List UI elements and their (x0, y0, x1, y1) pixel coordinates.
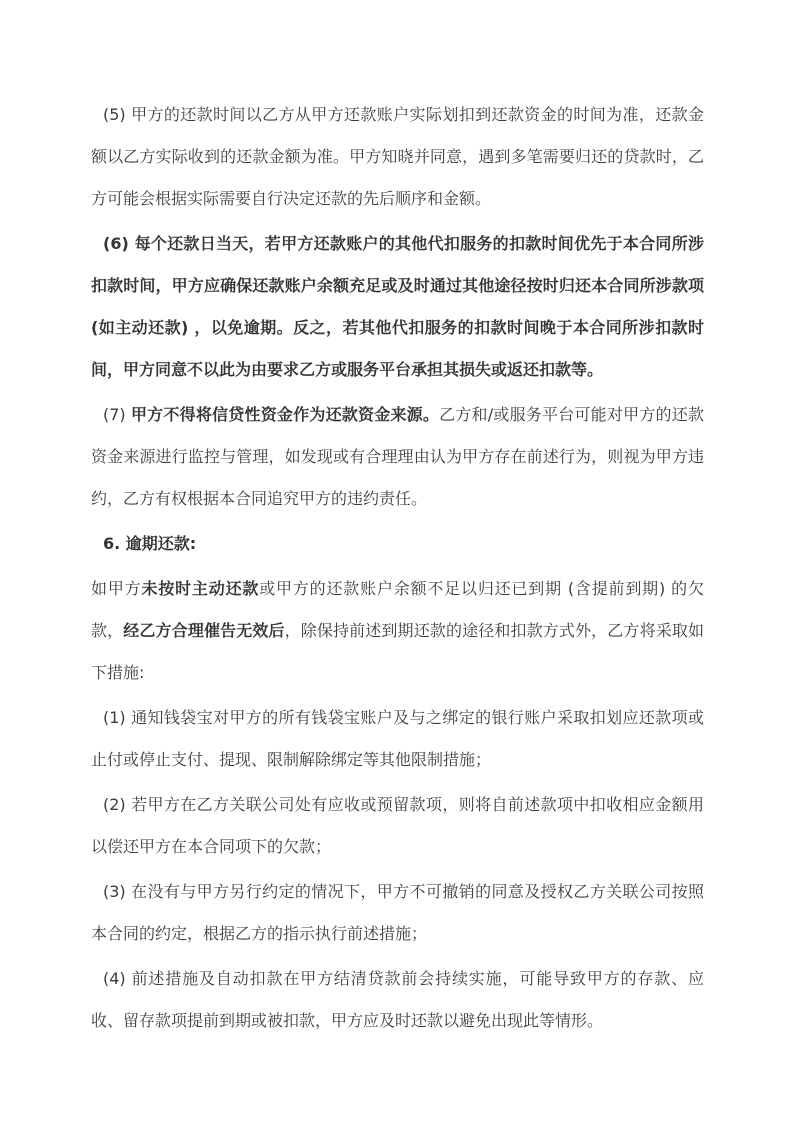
text-segment: 乙方和/或服务平台可能对甲方的还款资金来源进行监控与管理，如发现或有合理理由认为甲方存在前述行为，则视为甲方违约，乙方有权根据本合同追究甲方的违约责任。 (91, 405, 704, 508)
text-segment: (7) (103, 405, 131, 424)
clause-7-credit-funds (91, 394, 704, 520)
text-segment: (1) 通知钱袋宝对甲方的所有钱袋宝账户及与之绑定的银行账户采取扣划应还款项或止付或停止支付、提现、限制解除绑定等其他限制措施； (91, 708, 704, 769)
clause-6-deduction-priority (91, 223, 704, 391)
document-body (91, 94, 704, 1045)
text-segment: (3) 在没有与甲方另行约定的情况下，甲方不可撤销的同意及授权乙方关联公司按照本合同的约定，根据乙方的指示执行前述措施； (91, 882, 704, 943)
text-segment: 甲方不得将信贷性资金作为还款资金来源。 (130, 405, 440, 424)
text-segment: (4) 前述措施及自动扣款在甲方结清贷款前会持续实施，可能导致甲方的存款、应收、留存款项提前到期或被扣款，甲方应及时还款以避免出现此等情形。 (91, 969, 704, 1030)
overdue-intro (91, 568, 704, 694)
text-segment: (2) 若甲方在乙方关联公司处有应收或预留款项，则将自前述款项中扣收相应金额用以偿还甲方在本合同项下的欠款； (91, 795, 704, 856)
measure-2-affiliate-deduction (91, 784, 704, 868)
text-segment: (5) 甲方的还款时间以乙方从甲方还款账户实际划扣到还款资金的时间为准，还款金额以乙方实际收到的还款金额为准。甲方知晓并同意，遇到多笔需要归还的贷款时，乙方可能会根据实际需要自行决定还款的先后顺序和金额。 (91, 105, 704, 208)
section-heading-overdue-repayment (91, 523, 704, 565)
text-segment: (6) 每个还款日当天，若甲方还款账户的其他代扣服务的扣款时间优先于本合同所涉扣款时间，甲方应确保还款账户余额充足或及时通过其他途径按时归还本合同所涉款项 (如主动还款) ，以免逾期。反之，若其他代扣服务的扣款时间晚于本合同所涉扣款时间，甲方同意不以此为由要求乙方或服务平台承担其损失或返还扣款等。 (91, 234, 704, 379)
clause-5-repayment-time (91, 94, 704, 220)
text-segment: 如甲方 (91, 579, 142, 598)
text-segment: 或甲方的还款账户余额不足以归还已到期 (含提前到期) 的欠款， (91, 579, 704, 640)
text-segment: 6. 逾期还款: (103, 534, 197, 553)
measure-1-qiandaibao-restriction (91, 697, 704, 781)
text-segment: 经乙方合理催告无效后 (123, 621, 285, 640)
measure-3-irrevocable-authorization (91, 871, 704, 955)
text-segment: 未按时主动还款 (141, 579, 260, 598)
measure-4-continuous-enforcement (91, 958, 704, 1042)
text-segment: ，除保持前述到期还款的途径和扣款方式外，乙方将采取如下措施: (91, 621, 704, 682)
